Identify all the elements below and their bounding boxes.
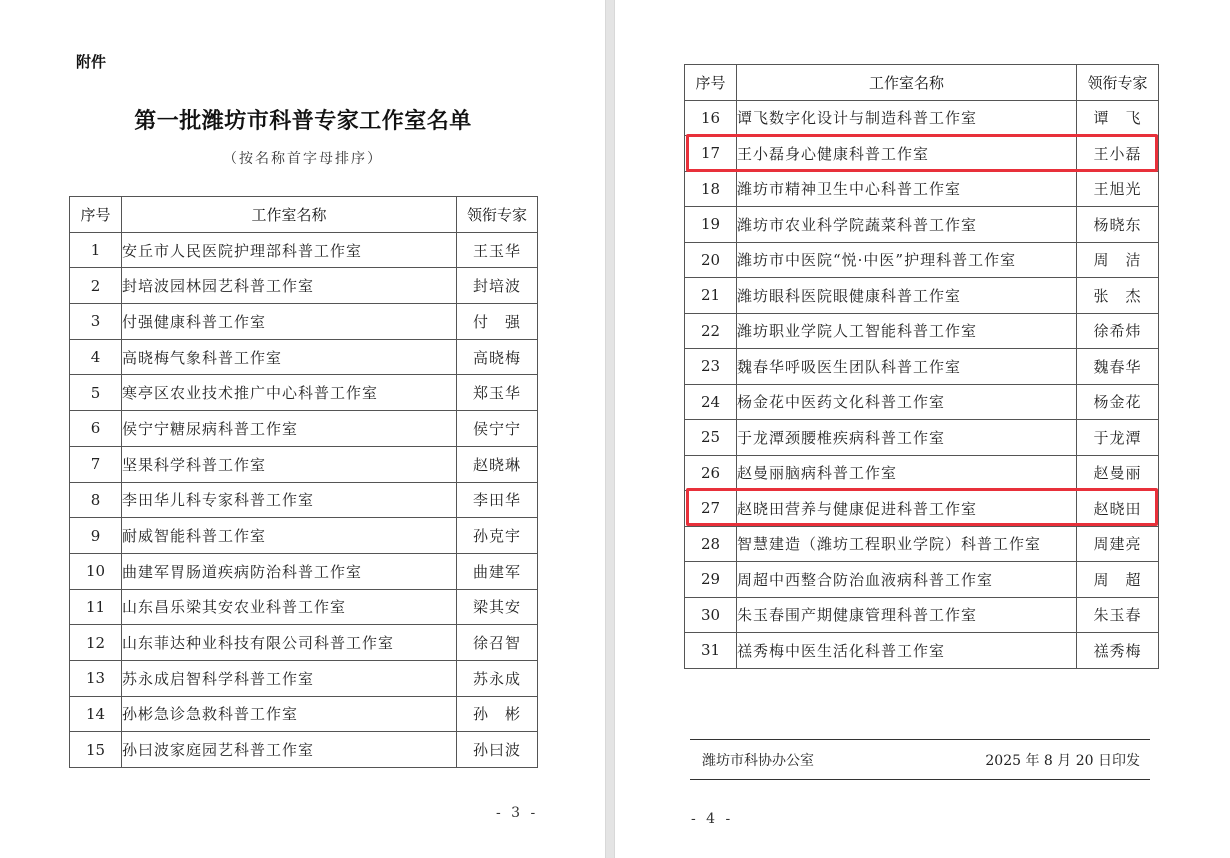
row-number: 21 — [685, 278, 737, 314]
table-row — [70, 232, 538, 268]
row-number: 12 — [70, 625, 122, 661]
studio-name: 侯宁宁糖尿病科普工作室 — [122, 411, 457, 447]
row-number: 15 — [70, 732, 122, 768]
row-number: 26 — [685, 455, 737, 491]
table-row — [685, 313, 1159, 349]
table-row — [70, 696, 538, 732]
lead-expert: 杨金花 — [1077, 384, 1159, 420]
studio-name: 朱玉春围产期健康管理科普工作室 — [737, 597, 1077, 633]
studio-name: 坚果科学科普工作室 — [122, 446, 457, 482]
row-number: 29 — [685, 562, 737, 598]
lead-expert: 张 杰 — [1077, 278, 1159, 314]
table-row — [70, 304, 538, 340]
studio-name: 王小磊身心健康科普工作室 — [737, 136, 1077, 172]
row-number: 31 — [685, 633, 737, 669]
row-number: 9 — [70, 518, 122, 554]
studio-name: 谭飞数字化设计与制造科普工作室 — [737, 100, 1077, 136]
table-row — [70, 732, 538, 768]
lead-expert: 苏永成 — [457, 660, 538, 696]
lead-expert: 高晓梅 — [457, 339, 538, 375]
lead-expert: 王小磊 — [1077, 136, 1159, 172]
table-row — [685, 349, 1159, 385]
studio-table-right — [684, 64, 1159, 669]
lead-expert: 梁其安 — [457, 589, 538, 625]
studio-name: 潍坊眼科医院眼健康科普工作室 — [737, 278, 1077, 314]
lead-expert: 赵晓琳 — [457, 446, 538, 482]
studio-name: 智慧建造（潍坊工程职业学院）科普工作室 — [737, 526, 1077, 562]
page-gutter — [606, 0, 614, 858]
document-title: 第一批潍坊市科普专家工作室名单 — [134, 108, 472, 134]
annex-label: 附件 — [76, 53, 107, 71]
row-number: 5 — [70, 375, 122, 411]
lead-expert: 赵晓田 — [1077, 491, 1159, 527]
row-number: 3 — [70, 304, 122, 340]
studio-name: 潍坊市中医院“悦·中医”护理科普工作室 — [737, 242, 1077, 278]
studio-name: 高晓梅气象科普工作室 — [122, 339, 457, 375]
table-row — [685, 207, 1159, 243]
lead-expert: 曲建军 — [457, 553, 538, 589]
row-number: 30 — [685, 597, 737, 633]
table-row — [70, 411, 538, 447]
table-row — [70, 482, 538, 518]
header-expert: 领衔专家 — [1077, 65, 1159, 101]
table-row — [685, 136, 1159, 172]
lead-expert: 赵曼丽 — [1077, 455, 1159, 491]
table-row — [685, 171, 1159, 207]
row-number: 11 — [70, 589, 122, 625]
table-row — [70, 660, 538, 696]
row-number: 14 — [70, 696, 122, 732]
table-row — [685, 100, 1159, 136]
lead-expert: 徐希炜 — [1077, 313, 1159, 349]
issue-date: 2025 年 8 月 20 日印发 — [985, 753, 1140, 769]
lead-expert: 谭 飞 — [1077, 100, 1159, 136]
lead-expert: 周建亮 — [1077, 526, 1159, 562]
studio-name: 杨金花中医药文化科普工作室 — [737, 384, 1077, 420]
lead-expert: 孙 彬 — [457, 696, 538, 732]
lead-expert: 于龙潭 — [1077, 420, 1159, 456]
footer-rule-top — [690, 739, 1150, 740]
table-row — [70, 553, 538, 589]
lead-expert: 王旭光 — [1077, 171, 1159, 207]
footer-rule-bottom — [690, 779, 1150, 780]
studio-name: 孙彬急诊急救科普工作室 — [122, 696, 457, 732]
lead-expert: 杨晓东 — [1077, 207, 1159, 243]
studio-name: 潍坊市农业科学院蔬菜科普工作室 — [737, 207, 1077, 243]
table-row — [685, 455, 1159, 491]
studio-name: 潍坊职业学院人工智能科普工作室 — [737, 313, 1077, 349]
studio-name: 山东菲达种业科技有限公司科普工作室 — [122, 625, 457, 661]
lead-expert: 朱玉春 — [1077, 597, 1159, 633]
studio-name: 潍坊市精神卫生中心科普工作室 — [737, 171, 1077, 207]
table-row — [70, 268, 538, 304]
row-number: 1 — [70, 232, 122, 268]
table-header-row — [685, 65, 1159, 101]
studio-name: 李田华儿科专家科普工作室 — [122, 482, 457, 518]
table-row — [685, 633, 1159, 669]
lead-expert: 周 洁 — [1077, 242, 1159, 278]
table-row — [685, 420, 1159, 456]
studio-name: 寒亭区农业技术推广中心科普工作室 — [122, 375, 457, 411]
studio-name: 赵曼丽脑病科普工作室 — [737, 455, 1077, 491]
issuing-office: 潍坊市科协办公室 — [702, 753, 814, 769]
table-row — [685, 278, 1159, 314]
table-row — [70, 589, 538, 625]
table-header-row — [70, 197, 538, 233]
studio-name: 孙曰波家庭园艺科普工作室 — [122, 732, 457, 768]
lead-expert: 孙曰波 — [457, 732, 538, 768]
studio-table-left — [69, 196, 538, 768]
table-row — [685, 384, 1159, 420]
table-row — [685, 562, 1159, 598]
studio-name: 周超中西整合防治血液病科普工作室 — [737, 562, 1077, 598]
row-number: 20 — [685, 242, 737, 278]
header-name: 工作室名称 — [737, 65, 1077, 101]
studio-name: 耐威智能科普工作室 — [122, 518, 457, 554]
page-number: - 3 - — [496, 805, 539, 821]
studio-name: 付强健康科普工作室 — [122, 304, 457, 340]
lead-expert: 魏春华 — [1077, 349, 1159, 385]
lead-expert: 李田华 — [457, 482, 538, 518]
table-row — [70, 446, 538, 482]
header-no: 序号 — [685, 65, 737, 101]
row-number: 25 — [685, 420, 737, 456]
row-number: 18 — [685, 171, 737, 207]
table-row — [685, 526, 1159, 562]
row-number: 2 — [70, 268, 122, 304]
row-number: 28 — [685, 526, 737, 562]
table-row — [685, 491, 1159, 527]
studio-name: 赵晓田营养与健康促进科普工作室 — [737, 491, 1077, 527]
lead-expert: 付 强 — [457, 304, 538, 340]
studio-name: 山东昌乐梁其安农业科普工作室 — [122, 589, 457, 625]
lead-expert: 孙克宇 — [457, 518, 538, 554]
lead-expert: 郑玉华 — [457, 375, 538, 411]
table-row — [685, 597, 1159, 633]
table-row — [70, 518, 538, 554]
row-number: 27 — [685, 491, 737, 527]
lead-expert: 侯宁宁 — [457, 411, 538, 447]
studio-name: 曲建军胃肠道疾病防治科普工作室 — [122, 553, 457, 589]
row-number: 23 — [685, 349, 737, 385]
row-number: 24 — [685, 384, 737, 420]
row-number: 8 — [70, 482, 122, 518]
table-row — [685, 242, 1159, 278]
header-no: 序号 — [70, 197, 122, 233]
table-row — [70, 625, 538, 661]
header-name: 工作室名称 — [122, 197, 457, 233]
row-number: 16 — [685, 100, 737, 136]
studio-name: 禚秀梅中医生活化科普工作室 — [737, 633, 1077, 669]
row-number: 4 — [70, 339, 122, 375]
document-subtitle: （按名称首字母排序） — [223, 151, 383, 167]
lead-expert: 封培波 — [457, 268, 538, 304]
row-number: 13 — [70, 660, 122, 696]
lead-expert: 周 超 — [1077, 562, 1159, 598]
lead-expert: 徐召智 — [457, 625, 538, 661]
row-number: 7 — [70, 446, 122, 482]
page-number: - 4 - — [691, 811, 734, 827]
row-number: 19 — [685, 207, 737, 243]
studio-name: 魏春华呼吸医生团队科普工作室 — [737, 349, 1077, 385]
row-number: 10 — [70, 553, 122, 589]
row-number: 22 — [685, 313, 737, 349]
lead-expert: 禚秀梅 — [1077, 633, 1159, 669]
studio-name: 于龙潭颈腰椎疾病科普工作室 — [737, 420, 1077, 456]
header-expert: 领衔专家 — [457, 197, 538, 233]
row-number: 6 — [70, 411, 122, 447]
lead-expert: 王玉华 — [457, 232, 538, 268]
studio-name: 苏永成启智科学科普工作室 — [122, 660, 457, 696]
row-number: 17 — [685, 136, 737, 172]
table-row — [70, 375, 538, 411]
studio-name: 安丘市人民医院护理部科普工作室 — [122, 232, 457, 268]
studio-name: 封培波园林园艺科普工作室 — [122, 268, 457, 304]
table-row — [70, 339, 538, 375]
